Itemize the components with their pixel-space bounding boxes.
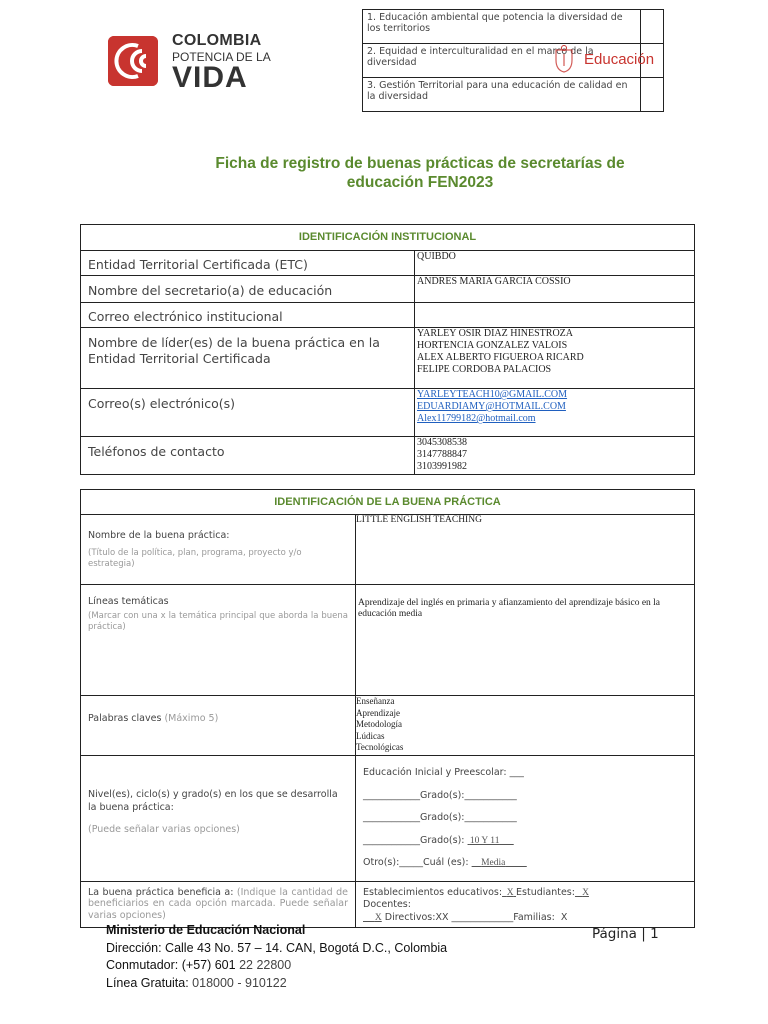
estudiantes-mark[interactable]: X [582, 887, 589, 898]
keyword-4: Lúdicas [356, 730, 385, 741]
footer [106, 922, 447, 992]
cual-label: Cuál (es): [423, 857, 469, 868]
leader-4: FELIPE CORDOBA PALACIOS [417, 364, 552, 375]
footer-phone: Conmutador: (+57) 601 22 22800 [106, 958, 292, 972]
practice-header: IDENTIFICACIÓN DE LA BUENA PRÁCTICA [81, 490, 695, 515]
docentes-label: Docentes: [363, 899, 411, 910]
etc-label: Entidad Territorial Certificada (ETC) [81, 251, 415, 276]
footer-ministry: Ministerio de Educación Nacional [106, 923, 306, 937]
level-initial-blank[interactable]: ___ [509, 767, 524, 778]
grado-3-label: Grado(s): [420, 834, 465, 846]
emails-label: Correo(s) electrónico(s) [81, 389, 415, 437]
grado-3-value[interactable]: 10 Y 11 [469, 835, 500, 846]
phones-label: Teléfonos de contacto [81, 437, 415, 475]
phones-value[interactable] [415, 437, 695, 475]
logo-line3: VIDA [172, 61, 248, 94]
leaders-label: Nombre de líder(es) de la buena práctica en la Entidad Territorial Certificada [81, 328, 415, 389]
practice-name-value[interactable]: LITTLE ENGLISH TEACHING [356, 515, 695, 585]
cual-value[interactable]: Media [481, 858, 506, 868]
grado-1-label: Grado(s): [420, 789, 465, 801]
practice-name-label-cell [81, 515, 356, 585]
practice-name-hint: (Título de la política, plan, programa, proyecto y/o estrategia) [88, 548, 302, 569]
directivos-blank[interactable]: _____________ [451, 911, 514, 923]
secretary-value[interactable]: ANDRES MARIA GARCIA COSSIO [415, 276, 695, 303]
benefits-hint: (Indique la cantidad de beneficiarios en cada opción marcada. Puede señalar varias opciones) [88, 886, 348, 921]
thematic-line-1: 1. Educación ambiental que potencia la diversidad de los territorios [363, 10, 641, 44]
leaders-value[interactable] [415, 328, 695, 389]
emails-value [415, 389, 695, 437]
email-link-1[interactable]: YARLEYTEACH10@GMAIL.COM [417, 389, 568, 400]
etc-value[interactable]: QUIBDO [415, 251, 695, 276]
estudiantes-label: Estudiantes: [516, 886, 575, 898]
establecimientos-label: Establecimientos educativos: [363, 886, 503, 898]
educacion-logo-text: Educación [584, 51, 655, 68]
levels-fields [356, 756, 695, 882]
institutional-table [80, 224, 695, 475]
email-inst-value[interactable] [415, 303, 695, 328]
footer-address: Dirección: Calle 43 No. 57 – 14. CAN, Bogotá D.C., Colombia [106, 940, 448, 955]
keywords-hint: (Máximo 5) [164, 713, 219, 724]
levels-hint: (Puede señalar varias opciones) [88, 824, 240, 835]
phone-1: 3045308538 [417, 437, 467, 448]
thematic-line-1-checkbox[interactable] [641, 10, 664, 44]
coat-of-arms-icon [552, 44, 576, 74]
lines-value[interactable]: Aprendizaje del inglés en primaria y afianzamiento del aprendizaje básico en la educación media [356, 585, 695, 696]
keyword-2: Aprendizaje [356, 707, 400, 718]
lines-hint: (Marcar con una x la temática principal que aborda la buena práctica) [88, 611, 348, 632]
familias-mark[interactable]: X [560, 911, 568, 923]
practice-table [80, 489, 695, 928]
level-initial-label: Educación Inicial y Preescolar: [363, 767, 507, 778]
keywords-value[interactable] [356, 696, 695, 756]
keyword-1: Enseñanza [356, 696, 395, 706]
levels-label: Nivel(es), ciclo(s) y grado(s) en los que se desarrolla la buena práctica: [88, 789, 338, 813]
phone-3: 3103991982 [417, 461, 467, 472]
colombia-logo-text [172, 33, 271, 93]
otro-label: Otro(s): [363, 857, 400, 868]
levels-label-cell [81, 756, 356, 882]
page-title: Ficha de registro de buenas prácticas de secretarías de educación FEN2023 [215, 155, 625, 191]
directivos-label: Directivos:XX [384, 911, 449, 923]
practice-name-label: Nombre de la buena práctica: [88, 530, 230, 541]
keywords-label-cell [81, 696, 356, 756]
phone-2: 3147788847 [417, 449, 467, 460]
grado-3-blank[interactable]: ____________ [363, 834, 420, 846]
grado-2-value[interactable]: ___________ [464, 812, 517, 823]
grado-1-value[interactable]: ___________ [464, 789, 517, 801]
email-link-2[interactable]: EDUARDIAMY@HOTMAIL.COM [417, 401, 566, 412]
familias-label: Familias: [513, 911, 555, 923]
keyword-3: Metodología [356, 719, 402, 729]
leader-3: ALEX ALBERTO FIGUEROA RICARD [417, 352, 584, 363]
grado-2-label: Grado(s): [420, 812, 465, 823]
thematic-line-2: 2. Equidad e interculturalidad en el marco de la diversidad [363, 44, 641, 78]
docentes-mark[interactable]: X [374, 912, 382, 923]
grado-1-blank[interactable]: ____________ [363, 789, 420, 801]
lines-label: Líneas temáticas [88, 596, 169, 607]
logo-line2: POTENCIA DE LA [172, 50, 271, 64]
benefits-label: La buena práctica beneficia a: [88, 886, 234, 898]
lines-label-cell [81, 585, 356, 696]
colombia-logo-icon [108, 36, 158, 86]
logo-line1: COLOMBIA [172, 32, 262, 49]
thematic-line-3: 3. Gestión Territorial para una educación de calidad en la diversidad [363, 78, 641, 112]
institutional-header: IDENTIFICACIÓN INSTITUCIONAL [81, 225, 695, 251]
leader-1: YARLEY OSIR DIAZ HINESTROZA [417, 328, 574, 339]
page-number: Página | 1 [592, 926, 659, 942]
benefits-fields [356, 881, 695, 927]
thematic-line-3-checkbox[interactable] [641, 78, 664, 112]
footer-free-line: Línea Gratuita: 018000 - 910122 [106, 975, 287, 990]
leader-2: HORTENCIA GONZALEZ VALOIS [417, 340, 568, 351]
email-inst-label: Correo electrónico institucional [81, 303, 415, 328]
secretary-label: Nombre del secretario(a) de educación [81, 276, 415, 303]
benefits-label-cell [81, 881, 356, 927]
email-link-3[interactable]: Alex11799182@hotmail.com [417, 413, 536, 424]
grado-2-blank[interactable]: ____________ [363, 812, 420, 823]
keyword-5: Tecnológicas [356, 742, 404, 752]
establecimientos-mark[interactable]: X [506, 887, 514, 898]
otro-blank[interactable]: _____ [399, 857, 424, 868]
keywords-label: Palabras claves [88, 713, 162, 724]
